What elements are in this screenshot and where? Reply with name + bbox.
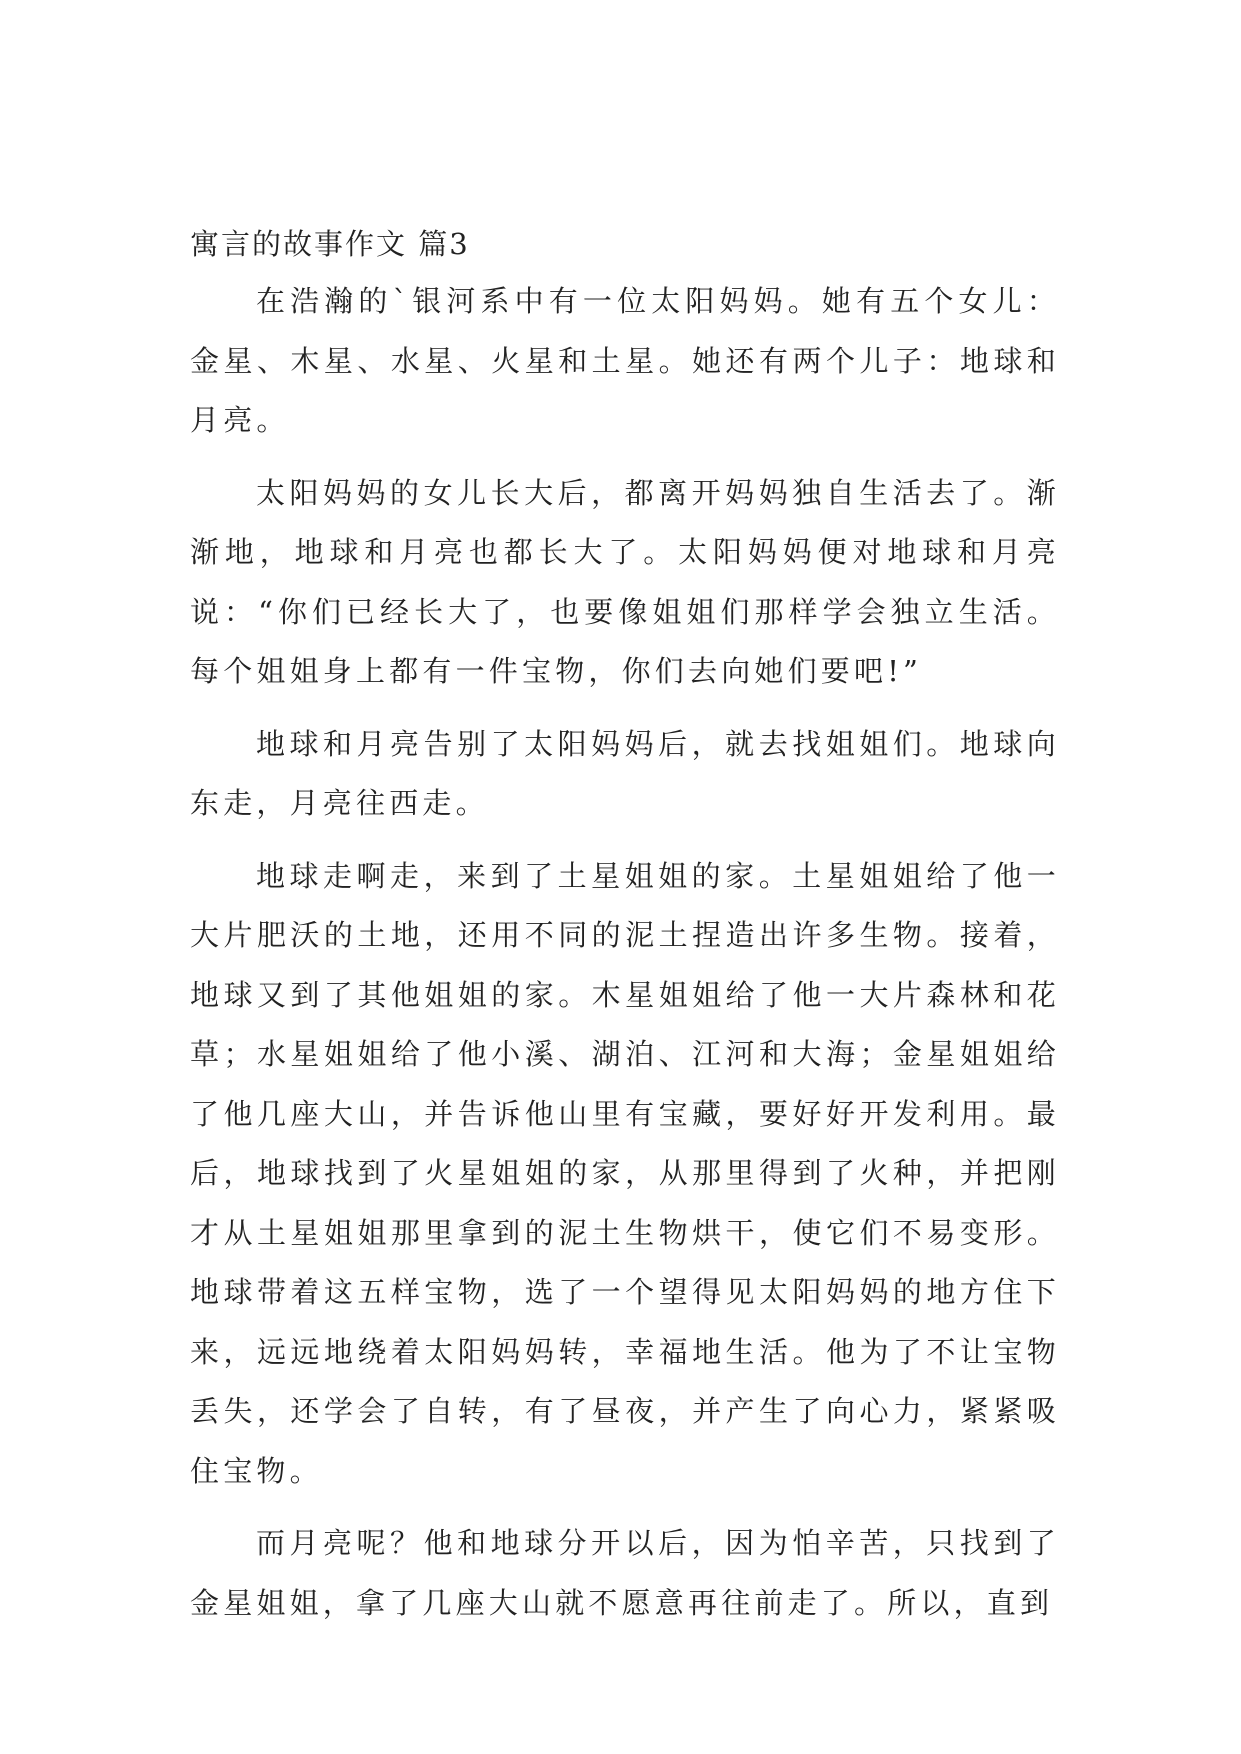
document-body	[190, 222, 1060, 1646]
paragraph-1: 在浩瀚的`银河系中有一位太阳妈妈。她有五个女儿：金星、木星、水星、火星和土星。她还有两个儿子：地球和月亮。	[190, 284, 1060, 437]
paragraph-3: 地球和月亮告别了太阳妈妈后，就去找姐姐们。地球向东走，月亮往西走。	[190, 726, 1060, 820]
paragraph-2: 太阳妈妈的女儿长大后，都离开妈妈独自生活去了。渐渐地，地球和月亮也都长大了。太阳妈妈便对地球和月亮说：“你们已经长大了，也要像姐姐们那样学会独立生活。每个姐姐身上都有一件宝物，你们去向她们要吧!”	[190, 475, 1060, 688]
paragraph-5: 而月亮呢？他和地球分开以后，因为怕辛苦，只找到了金星姐姐，拿了几座大山就不愿意再往前走了。所以，直到	[190, 1526, 1060, 1620]
essay-heading: 寓言的故事作文 篇3	[190, 227, 470, 261]
paragraph-4: 地球走啊走，来到了土星姐姐的家。土星姐姐给了他一大片肥沃的土地，还用不同的泥土捏造出许多生物。接着，地球又到了其他姐姐的家。木星姐姐给了他一大片森林和花草；水星姐姐给了他小溪、湖泊、江河和大海；金星姐姐给了他几座大山，并告诉他山里有宝藏，要好好开发利用。最后，地球找到了火星姐姐的家，从那里得到了火种，并把刚才从土星姐姐那里拿到的泥土生物烘干，使它们不易变形。地球带着这五样宝物，选了一个望得见太阳妈妈的地方住下来，远远地绕着太阳妈妈转，幸福地生活。他为了不让宝物丢失，还学会了自转，有了昼夜，并产生了向心力，紧紧吸住宝物。	[190, 858, 1060, 1488]
